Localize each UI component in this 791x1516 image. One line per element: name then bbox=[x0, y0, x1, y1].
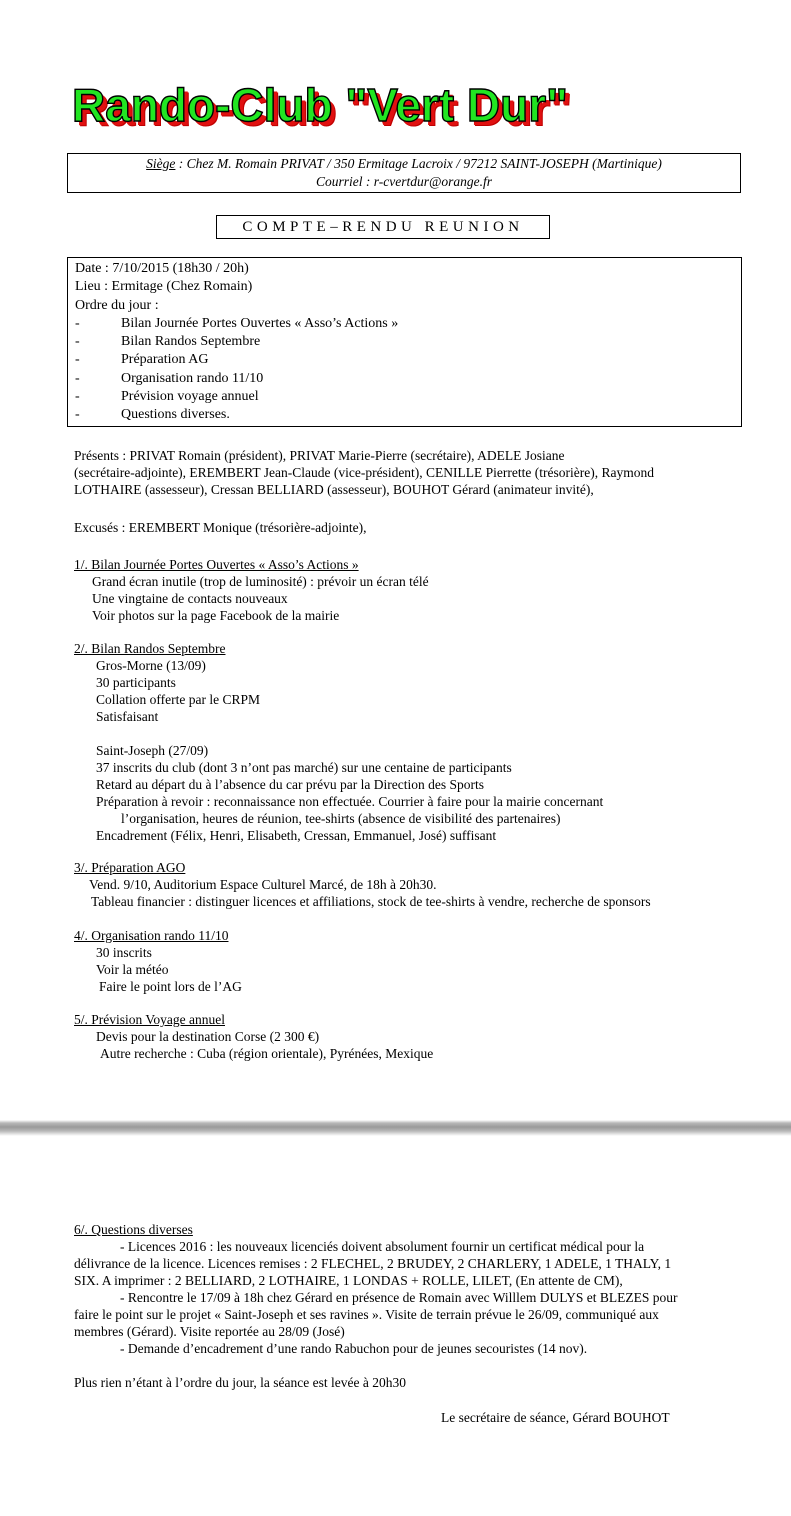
section-1: 1/. Bilan Journée Portes Ouvertes « Asso’s Actions » Grand écran inutile (trop de luminosité) : prévoir un écran télé Une vingtaine de contacts nouveaux Voir photos sur la page Facebook de la mairie bbox=[74, 557, 429, 623]
siege-box bbox=[67, 153, 741, 193]
courriel-line: Courriel : r-cvertdur@orange.fr bbox=[315, 174, 492, 189]
agenda-lieu: Lieu : Ermitage (Chez Romain) bbox=[75, 279, 253, 295]
agenda-item: - Questions diverses. bbox=[75, 407, 230, 423]
excuses-line: Excusés : EREMBERT Monique (trésorière-adjointe), bbox=[74, 520, 367, 535]
presents-block: Présents : PRIVAT Romain (président), PRIVAT Marie-Pierre (secrétaire), ADELE Josiane (secrétaire-adjointe), EREMBERT Jean-Claude (vice-président), CENILLE Pierrette (trésorière), Raymond LOTHAIRE (assesseur), Cressan BELLIARD (assesseur), BOUHOT Gérard (animateur invité), bbox=[74, 448, 654, 497]
section-5: 5/. Prévision Voyage annuel Devis pour la destination Corse (2 300 €) Autre recherche : Cuba (région orientale), Pyrénées, Mexique bbox=[74, 1012, 434, 1061]
section-title: 1/. Bilan Journée Portes Ouvertes « Asso’s Actions » bbox=[74, 557, 359, 572]
agenda-item: - Prévision voyage annuel bbox=[75, 389, 259, 405]
closing-line: Plus rien n’étant à l’ordre du jour, la séance est levée à 20h30 bbox=[74, 1375, 406, 1390]
section-title: 5/. Prévision Voyage annuel bbox=[74, 1012, 225, 1027]
agenda-item: - Bilan Randos Septembre bbox=[75, 334, 261, 350]
section-3: 3/. Préparation AGO Vend. 9/10, Auditorium Espace Culturel Marcé, de 18h à 20h30. Tableau financier : distinguer licences et affiliations, stock de tee-shirts à vendre, recherche de sponsors bbox=[74, 860, 651, 909]
page-break bbox=[0, 1120, 791, 1136]
agenda-box bbox=[67, 257, 742, 427]
section-title: 6/. Questions diverses bbox=[74, 1222, 193, 1237]
siege-line bbox=[68, 155, 740, 173]
siege-label: Siège bbox=[146, 156, 176, 171]
agenda-date: Date : 7/10/2015 (18h30 / 20h) bbox=[75, 261, 249, 276]
agenda-item: - Organisation rando 11/10 bbox=[75, 370, 264, 386]
section-title: 2/. Bilan Randos Septembre bbox=[74, 641, 226, 656]
section-title: 4/. Organisation rando 11/10 bbox=[74, 928, 229, 943]
section-title: 3/. Préparation AGO bbox=[74, 860, 186, 875]
doc-title: COMPTE–RENDU REUNION bbox=[216, 215, 550, 239]
signature: Le secrétaire de séance, Gérard BOUHOT bbox=[441, 1410, 670, 1425]
agenda-ordre: Ordre du jour : bbox=[75, 297, 159, 313]
agenda-item: - Préparation AG bbox=[75, 352, 209, 368]
club-title: Rando-Club "Vert Dur" bbox=[72, 79, 568, 131]
agenda-item: - Bilan Journée Portes Ouvertes « Asso’s Actions » bbox=[75, 315, 399, 331]
section-2: 2/. Bilan Randos Septembre Gros-Morne (13/09) 30 participants Collation offerte par le CRPM Satisfaisant Saint-Joseph (27/09) 37 inscrits du club (dont 3 n’ont pas marché) sur une centaine de participants Retard au départ du à l’absence du car prévu par la Direction des Sports Préparation à revoir : reconnaissance non effectuée. Courrier à faire pour la mairie concernant l’organisation, heures de réunion, tee-shirts (absence de visibilité des partenaires) Encadrement (Félix, Henri, Elisabeth, Cressan, Emmanuel, José) suffisant bbox=[74, 641, 604, 843]
section-6: 6/. Questions diverses - Licences 2016 : les nouveaux licenciés doivent absolument fournir un certificat médical pour la délivrance de la licence. Licences remises : 2 FLECHEL, 2 BRUDEY, 2 CHARLERY, 1 ADELE, 1 THALY, 1 SIX. A imprimer : 2 BELLIARD, 2 LOTHAIRE, 1 LONDAS + ROLLE, LILET, (En attente de CM), - Rencontre le 17/09 à 18h chez Gérard en présence de Romain avec Willlem DULYS et BLEZES pour faire le point sur le projet « Saint-Joseph et ses ravines ». Visite de terrain prévue le 26/09, communiqué aux membres (Gérard). Visite reportée au 28/09 (José) - Demande d’encadrement d’une rando Rabuchon pour de jeunes secouristes (14 nov). bbox=[74, 1222, 678, 1356]
section-4: 4/. Organisation rando 11/10 30 inscrits Voir la météo Faire le point lors de l’AG bbox=[74, 928, 242, 994]
siege-text: : Chez M. Romain PRIVAT / 350 Ermitage Lacroix / 97212 SAINT-JOSEPH (Martinique) bbox=[175, 156, 662, 171]
